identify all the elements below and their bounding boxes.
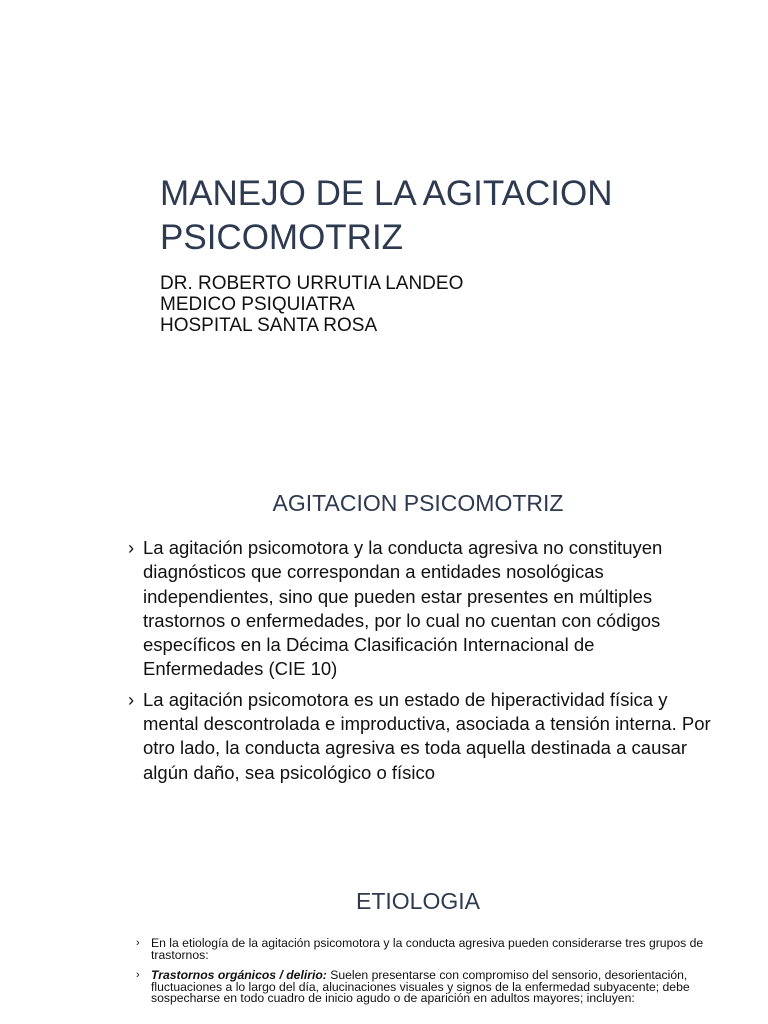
author-institution: HOSPITAL SANTA ROSA bbox=[160, 315, 378, 336]
bullet-text: La agitación psicomotora y la conducta agresiva no constituyen diagnósticos que correspondan a entidades nosológicas independientes, sino que pueden estar presentes en múltiples trastornos o enfermedades, por lo cual no cuentan con códigos específicos en la Décima Clasificación Internacional de Enfermedades (CIE 10) bbox=[143, 537, 663, 680]
slide-heading: AGITACION PSICOMOTRIZ bbox=[272, 490, 564, 516]
list-item bbox=[136, 938, 736, 961]
title-slide bbox=[0, 0, 768, 432]
list-item bbox=[136, 970, 736, 1005]
presentation-subtitle bbox=[160, 273, 463, 336]
chevron-right-icon: › bbox=[136, 937, 140, 949]
bullet-text: En la etiología de la agitación psicomotora y la conducta agresiva pueden considerarse tres grupos de trastornos: bbox=[151, 936, 704, 962]
etiology-slide bbox=[0, 864, 768, 1024]
bullet-list bbox=[128, 536, 718, 791]
author-role: MEDICO PSIQUIATRA bbox=[160, 294, 355, 315]
bullet-text: Suelen presentarse con compromiso del sensorio, desorientación, fluctuaciones a lo largo del día, alucinaciones visuales y signos de la enfermedad subyacente; debe sospecharse en todo cuadro de inicio agudo o de aparición en adultos mayores; incluyen: bbox=[151, 968, 690, 1005]
list-item bbox=[128, 688, 718, 785]
title-line: PSICOMOTRIZ bbox=[160, 218, 404, 257]
chevron-right-icon: › bbox=[136, 969, 140, 981]
bullet-list bbox=[136, 938, 736, 1014]
title-line: MANEJO DE LA AGITACION bbox=[160, 174, 613, 213]
slide-heading: ETIOLOGIA bbox=[356, 888, 480, 914]
author-name: DR. ROBERTO URRUTIA LANDEO bbox=[160, 273, 464, 294]
bullet-emphasis: Trastornos orgánicos / delirio: bbox=[151, 968, 327, 982]
bullet-text: La agitación psicomotora es un estado de hiperactividad física y mental descontrolada e improductiva, asociada a tensión interna. Por otro lado, la conducta agresiva es toda aquella destinada a causar algún daño, sea psicológico o físico bbox=[143, 688, 711, 783]
definition-slide bbox=[0, 432, 768, 864]
list-item bbox=[128, 536, 718, 682]
presentation-title bbox=[160, 172, 613, 260]
chevron-right-icon: › bbox=[128, 537, 135, 558]
chevron-right-icon: › bbox=[128, 688, 135, 710]
